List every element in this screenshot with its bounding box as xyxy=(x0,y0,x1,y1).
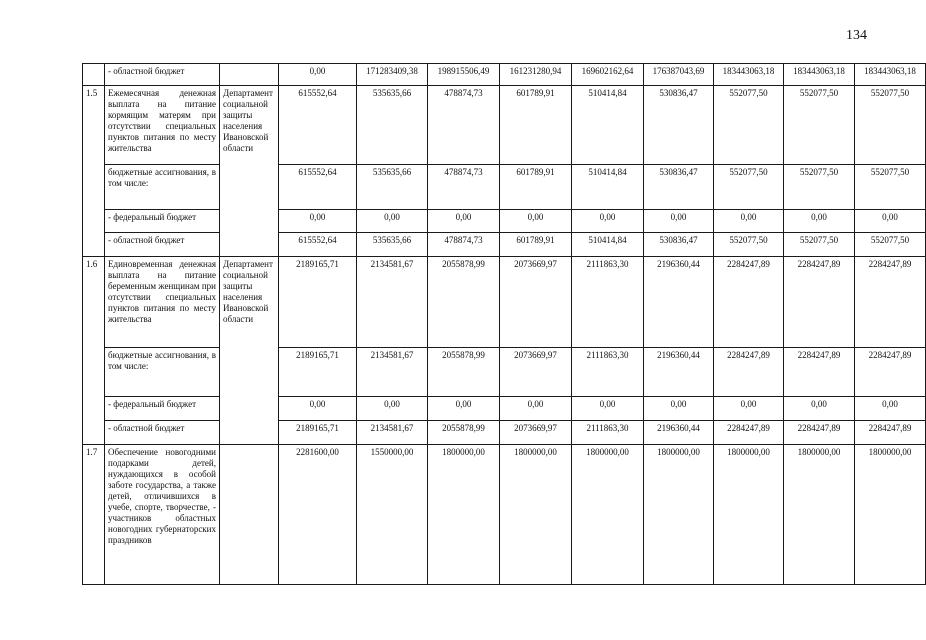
value-cell: 552077,50 xyxy=(784,165,855,210)
value-cell: 530836,47 xyxy=(644,165,714,210)
table-row xyxy=(83,257,926,348)
table-row xyxy=(83,348,926,397)
value-cell: 615552,64 xyxy=(279,165,357,210)
value-cell: 601789,91 xyxy=(500,233,572,257)
value-cell: 2284247,89 xyxy=(784,348,855,397)
table-row xyxy=(83,233,926,257)
department-cell xyxy=(220,445,279,585)
value-cell: 0,00 xyxy=(644,397,714,421)
value-cell: 0,00 xyxy=(714,210,784,233)
row-label: - федеральный бюджет xyxy=(105,397,220,421)
value-cell: 1550000,00 xyxy=(357,445,428,585)
value-cell: 552077,50 xyxy=(855,233,926,257)
item-index: 1.7 xyxy=(83,445,105,585)
value-cell: 615552,64 xyxy=(279,233,357,257)
value-cell: 2281600,00 xyxy=(279,445,357,585)
value-cell: 478874,73 xyxy=(428,86,500,165)
item-description: Единовременная денежная выплата на питание беременным женщинам при отсутствии специальных пунктов питания по месту жительства xyxy=(105,257,220,348)
item-index: 1.6 xyxy=(83,257,105,445)
value-cell: 601789,91 xyxy=(500,165,572,210)
value-cell: 2055878,99 xyxy=(428,257,500,348)
value-cell: 1800000,00 xyxy=(572,445,644,585)
value-cell: 0,00 xyxy=(500,210,572,233)
value-cell: 2196360,44 xyxy=(644,257,714,348)
table-row xyxy=(83,421,926,445)
value-cell: 169602162,64 xyxy=(572,64,644,86)
value-cell: 2196360,44 xyxy=(644,348,714,397)
value-cell: 552077,50 xyxy=(855,165,926,210)
value-cell: 2284247,89 xyxy=(714,421,784,445)
value-cell: 161231280,94 xyxy=(500,64,572,86)
value-cell: 0,00 xyxy=(644,210,714,233)
table-row xyxy=(83,165,926,210)
value-cell: 552077,50 xyxy=(714,165,784,210)
value-cell: 0,00 xyxy=(428,210,500,233)
value-cell: 552077,50 xyxy=(714,233,784,257)
value-cell: 198915506,49 xyxy=(428,64,500,86)
value-cell: 2284247,89 xyxy=(855,348,926,397)
value-cell: 530836,47 xyxy=(644,233,714,257)
value-cell: 0,00 xyxy=(357,210,428,233)
value-cell: 2111863,30 xyxy=(572,421,644,445)
value-cell: 2284247,89 xyxy=(714,348,784,397)
value-cell: 478874,73 xyxy=(428,165,500,210)
value-cell: 0,00 xyxy=(357,397,428,421)
value-cell: 171283409,38 xyxy=(357,64,428,86)
value-cell: 530836,47 xyxy=(644,86,714,165)
index-cell xyxy=(83,64,105,86)
value-cell: 535635,66 xyxy=(357,233,428,257)
value-cell: 1800000,00 xyxy=(784,445,855,585)
value-cell: 1800000,00 xyxy=(500,445,572,585)
value-cell: 2111863,30 xyxy=(572,348,644,397)
value-cell: 2284247,89 xyxy=(714,257,784,348)
value-cell: 2055878,99 xyxy=(428,421,500,445)
row-label: - областной бюджет xyxy=(105,421,220,445)
value-cell: 0,00 xyxy=(279,210,357,233)
department-cell: Департамент социальной защиты населения Ивановской области xyxy=(220,86,279,257)
value-cell: 510414,84 xyxy=(572,233,644,257)
value-cell: 0,00 xyxy=(855,210,926,233)
value-cell: 2134581,67 xyxy=(357,421,428,445)
value-cell: 0,00 xyxy=(714,397,784,421)
value-cell: 1800000,00 xyxy=(855,445,926,585)
value-cell: 601789,91 xyxy=(500,86,572,165)
value-cell: 1800000,00 xyxy=(714,445,784,585)
value-cell: 1800000,00 xyxy=(428,445,500,585)
value-cell: 535635,66 xyxy=(357,86,428,165)
item-index: 1.5 xyxy=(83,86,105,257)
value-cell: 183443063,18 xyxy=(714,64,784,86)
value-cell: 2284247,89 xyxy=(784,257,855,348)
value-cell: 0,00 xyxy=(855,397,926,421)
value-cell: 0,00 xyxy=(500,397,572,421)
value-cell: 535635,66 xyxy=(357,165,428,210)
value-cell: 183443063,18 xyxy=(784,64,855,86)
row-label: - областной бюджет xyxy=(105,64,220,86)
budget-table xyxy=(82,63,926,585)
value-cell: 0,00 xyxy=(279,64,357,86)
value-cell: 552077,50 xyxy=(855,86,926,165)
value-cell: 552077,50 xyxy=(714,86,784,165)
value-cell: 2284247,89 xyxy=(855,257,926,348)
value-cell: 0,00 xyxy=(572,210,644,233)
item-description: Ежемесячная денежная выплата на питание кормящим матерям при отсутствии специальных пунктов питания по месту жительства xyxy=(105,86,220,165)
page-number: 134 xyxy=(846,28,867,43)
value-cell: 0,00 xyxy=(572,397,644,421)
value-cell: 2189165,71 xyxy=(279,421,357,445)
row-label: - федеральный бюджет xyxy=(105,210,220,233)
value-cell: 1800000,00 xyxy=(644,445,714,585)
department-cell: Департамент социальной защиты населения Ивановской области xyxy=(220,257,279,445)
value-cell: 510414,84 xyxy=(572,165,644,210)
value-cell: 183443063,18 xyxy=(855,64,926,86)
value-cell: 2073669,97 xyxy=(500,257,572,348)
value-cell: 2073669,97 xyxy=(500,421,572,445)
value-cell: 510414,84 xyxy=(572,86,644,165)
value-cell: 2284247,89 xyxy=(784,421,855,445)
department-cell xyxy=(220,64,279,86)
value-cell: 0,00 xyxy=(428,397,500,421)
value-cell: 478874,73 xyxy=(428,233,500,257)
row-label: бюджетные ассигнования, в том числе: xyxy=(105,165,220,210)
row-label: бюджетные ассигнования, в том числе: xyxy=(105,348,220,397)
table-row xyxy=(83,397,926,421)
table-row xyxy=(83,445,926,585)
value-cell: 2196360,44 xyxy=(644,421,714,445)
value-cell: 2111863,30 xyxy=(572,257,644,348)
table-row xyxy=(83,86,926,165)
value-cell: 2055878,99 xyxy=(428,348,500,397)
value-cell: 2189165,71 xyxy=(279,348,357,397)
table-row xyxy=(83,64,926,86)
row-label: - областной бюджет xyxy=(105,233,220,257)
value-cell: 2073669,97 xyxy=(500,348,572,397)
value-cell: 2284247,89 xyxy=(855,421,926,445)
value-cell: 2134581,67 xyxy=(357,257,428,348)
value-cell: 2189165,71 xyxy=(279,257,357,348)
value-cell: 0,00 xyxy=(784,210,855,233)
value-cell: 176387043,69 xyxy=(644,64,714,86)
value-cell: 615552,64 xyxy=(279,86,357,165)
value-cell: 0,00 xyxy=(784,397,855,421)
value-cell: 2134581,67 xyxy=(357,348,428,397)
table-row xyxy=(83,210,926,233)
item-description: Обеспечение новогодними подарками детей, нуждающихся в особой заботе государства, а также детей, отличившихся в учебе, спорте, творчестве, - участников областных новогодних губернаторских праздников xyxy=(105,445,220,585)
value-cell: 552077,50 xyxy=(784,86,855,165)
value-cell: 0,00 xyxy=(279,397,357,421)
value-cell: 552077,50 xyxy=(784,233,855,257)
